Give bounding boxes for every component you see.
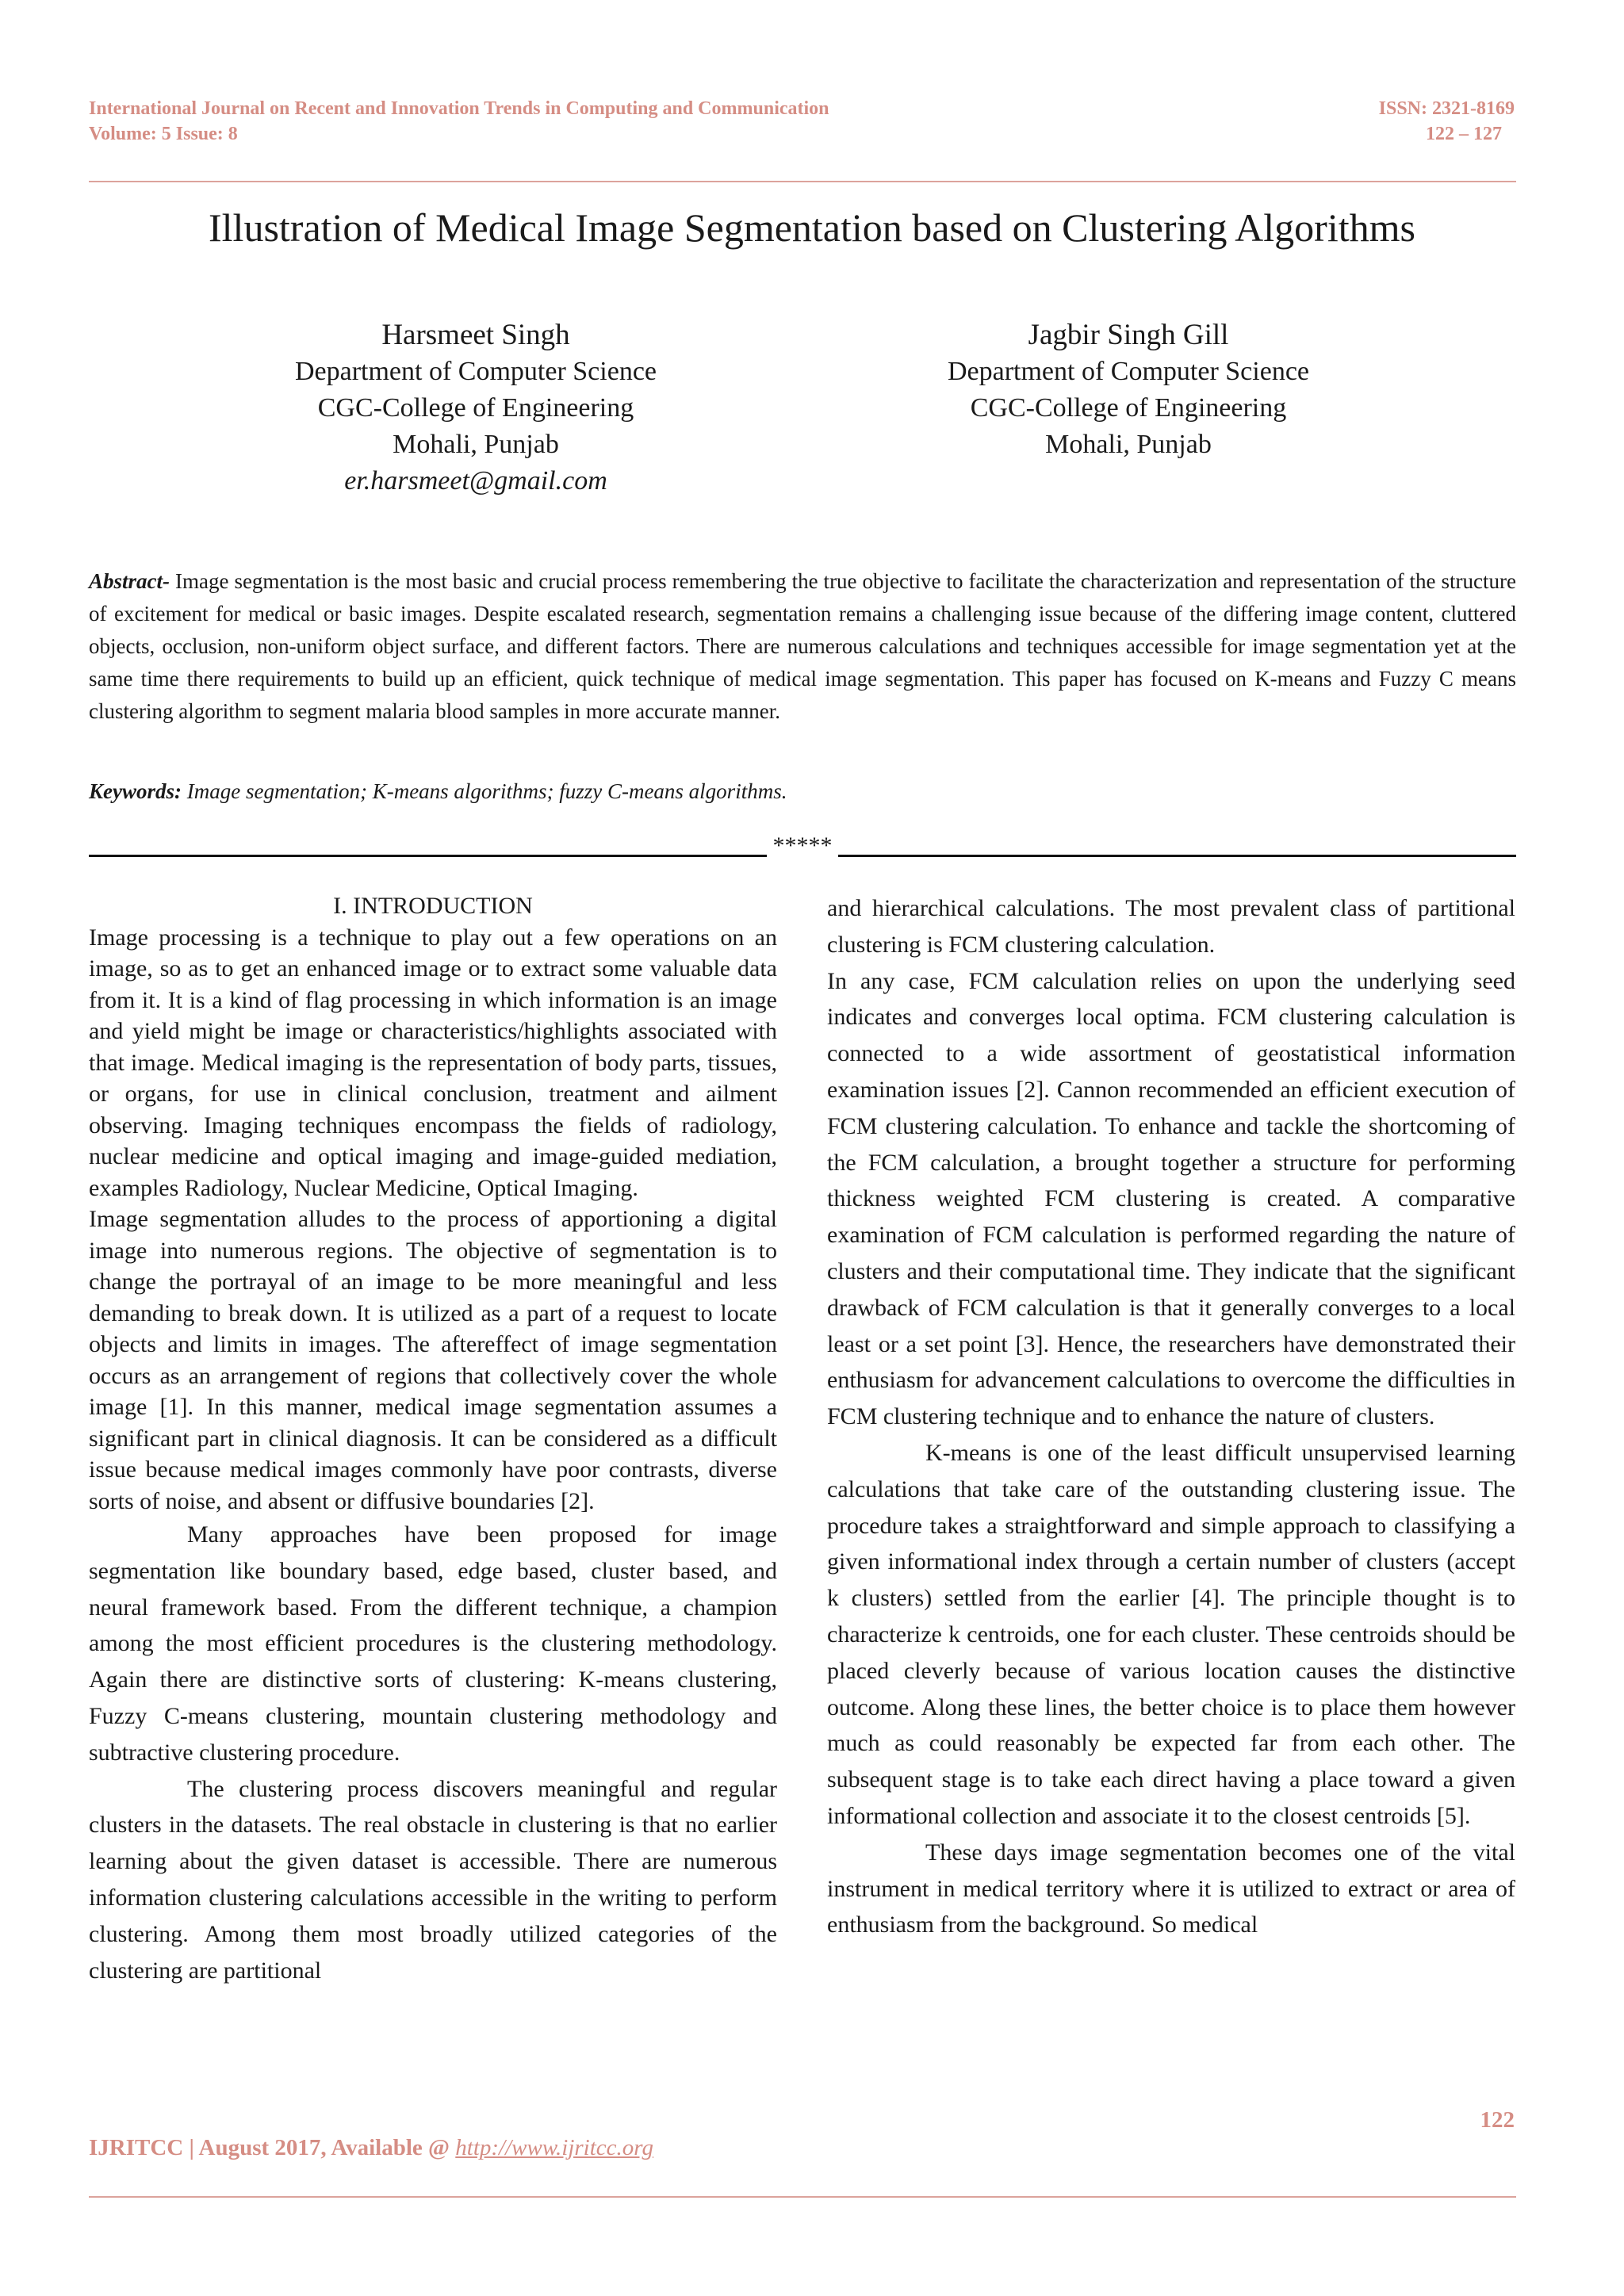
author-dept: Department of Computer Science — [294, 357, 657, 386]
footer — [89, 2135, 653, 2161]
author-college: CGC-College of Engineering — [970, 393, 1287, 423]
footer-rule — [89, 2196, 1516, 2198]
separator-line-right — [838, 855, 1516, 857]
left-column — [89, 890, 777, 1988]
author-location: Mohali, Punjab — [393, 430, 559, 459]
paragraph: Image segmentation alludes to the process of apportioning a digital image into numerous regions. The objective of segmentation is to change the portrayal of an image to be more meaningful and less demanding to break down. It is utilized as a part of a request to locate objects and limits in images. The aftereffect of image segmentation occurs as an arrangement of regions that collectively cover the whole image [1]. In this manner, medical image segmentation assumes a significant part in clinical diagnosis. It can be considered as a difficult issue because medical images commonly have poor contrasts, diverse sorts of noise, and absent or diffusive boundaries [2]. — [89, 1206, 777, 1514]
keywords-text: Image segmentation; K-means algorithms; fuzzy C-means algorithms. — [182, 779, 787, 803]
header-rule — [89, 181, 1516, 182]
separator-line-left — [89, 855, 767, 857]
author-college: CGC-College of Engineering — [317, 393, 634, 423]
issn: ISSN: 2321-8169 — [1378, 98, 1515, 119]
author-name: Harsmeet Singh — [381, 319, 570, 351]
paragraph: Image processing is a technique to play out a few operations on an image, so as to get an enhanced image or to extract some valuable data from it. It is a kind of flag processing in which information is an image and yield might be image or characteristics/highlights associated with that image. Medical imaging is the representation of body parts, tissues, or organs, for use in clinical conclusion, treatment and ailment observing. Imaging techniques encompass the fields of radiology, nuclear medicine and optical imaging and image-guided mediation, examples Radiology, Nuclear Medicine, Optical Imaging. — [89, 924, 777, 1201]
paragraph: Many approaches have been proposed for image segmentation like boundary based, edge based, cluster based, and neural framework based. From the different technique, a champion among the most efficient procedures is the clustering methodology. Again there are distinctive sorts of clustering: K-means clustering, Fuzzy C-means clustering, mountain clustering methodology and subtractive clustering procedure. — [89, 1521, 777, 1766]
author-2 — [851, 317, 1406, 463]
page-number: 122 — [1480, 2107, 1515, 2133]
author-name: Jagbir Singh Gill — [1028, 319, 1229, 351]
author-location: Mohali, Punjab — [1045, 430, 1212, 459]
paragraph: K-means is one of the least difficult unsupervised learning calculations that take care of the outstanding clustering issue. The procedure takes a straightforward and simple approach to classifying a given informational index through a certain number of clusters (accept k clusters) settled from the earlier [4]. The principle thought is to characterize k centroids, one for each cluster. These centroids should be placed cleverly because of various location causes the distinctive outcome. Along these lines, the better choice is to place them however much as could reasonably be expected far from each other. The subsequent stage is to take each direct having a place toward a given informational collection and associate it to the closest centroids [5]. — [827, 1439, 1515, 1829]
footer-link[interactable]: http://www.ijritcc.org — [455, 2135, 653, 2160]
paper-title: Illustration of Medical Image Segmentation based on Clustering Algorithms — [209, 205, 1415, 250]
paragraph: The clustering process discovers meaningful and regular clusters in the datasets. The real obstacle in clustering is that no earlier learning about the given dataset is accessible. There are numerous information clustering calculations accessible in the writing to perform clustering. Among them most broadly utilized categories of the clustering are partitional — [89, 1775, 777, 1984]
right-column — [827, 890, 1515, 1943]
author-dept: Department of Computer Science — [947, 357, 1309, 386]
section-separator — [89, 832, 1516, 859]
separator-stars: ***** — [772, 832, 833, 859]
footer-text: IJRITCC | August 2017, Available @ — [89, 2135, 456, 2160]
paragraph: In any case, FCM calculation relies on upon the underlying seed indicates and converges local optima. FCM clustering calculation is connected to a wide assortment of geostatistical information examination issues [2]. Cannon recommended an efficient execution of FCM clustering calculation. To enhance and tackle the shortcoming of the FCM calculation, a brought together a structure for performing thickness weighted FCM clustering is created. A comparative examination of FCM calculation is performed regarding the nature of clusters and their computational time. They indicate that the significant drawback of FCM calculation is that it generally converges to a local least or a set point [3]. Hence, the researchers have demonstrated their enthusiasm for advancement calculations to overcome the difficulties in FCM clustering technique and to enhance the nature of clusters. — [827, 967, 1515, 1430]
page-range: 122 – 127 — [1426, 124, 1502, 144]
keywords-label: Keywords: — [89, 779, 182, 803]
volume-issue: Volume: 5 Issue: 8 — [89, 124, 238, 144]
abstract-label: Abstract- — [89, 569, 170, 593]
abstract-text: Image segmentation is the most basic and crucial process remembering the true objective to facilitate the characterization and representation of the structure of excitement for medical or basic images. Despite escalated research, segmentation remains a challenging issue because of the differing image content, cluttered objects, occlusion, non-uniform object surface, and different factors. There are numerous calculations and techniques accessible for image segmentation yet at the same time there requirements to build up an efficient, quick technique of medical image segmentation. This paper has focused on K-means and Fuzzy C means clustering algorithm to segment malaria blood samples in more accurate manner. — [89, 569, 1516, 723]
author-1 — [198, 317, 753, 499]
section-heading-introduction: I. INTRODUCTION — [333, 893, 533, 919]
journal-name: International Journal on Recent and Innovation Trends in Computing and Communication — [89, 98, 829, 119]
keywords — [89, 779, 1516, 804]
paragraph: and hierarchical calculations. The most prevalent class of partitional clustering is FCM clustering calculation. — [827, 895, 1515, 958]
abstract — [89, 565, 1516, 728]
paragraph: These days image segmentation becomes one of the vital instrument in medical territory where it is utilized to extract or area of enthusiasm from the background. So medical — [827, 1839, 1515, 1938]
author-email[interactable]: er.harsmeet@gmail.com — [344, 466, 607, 496]
